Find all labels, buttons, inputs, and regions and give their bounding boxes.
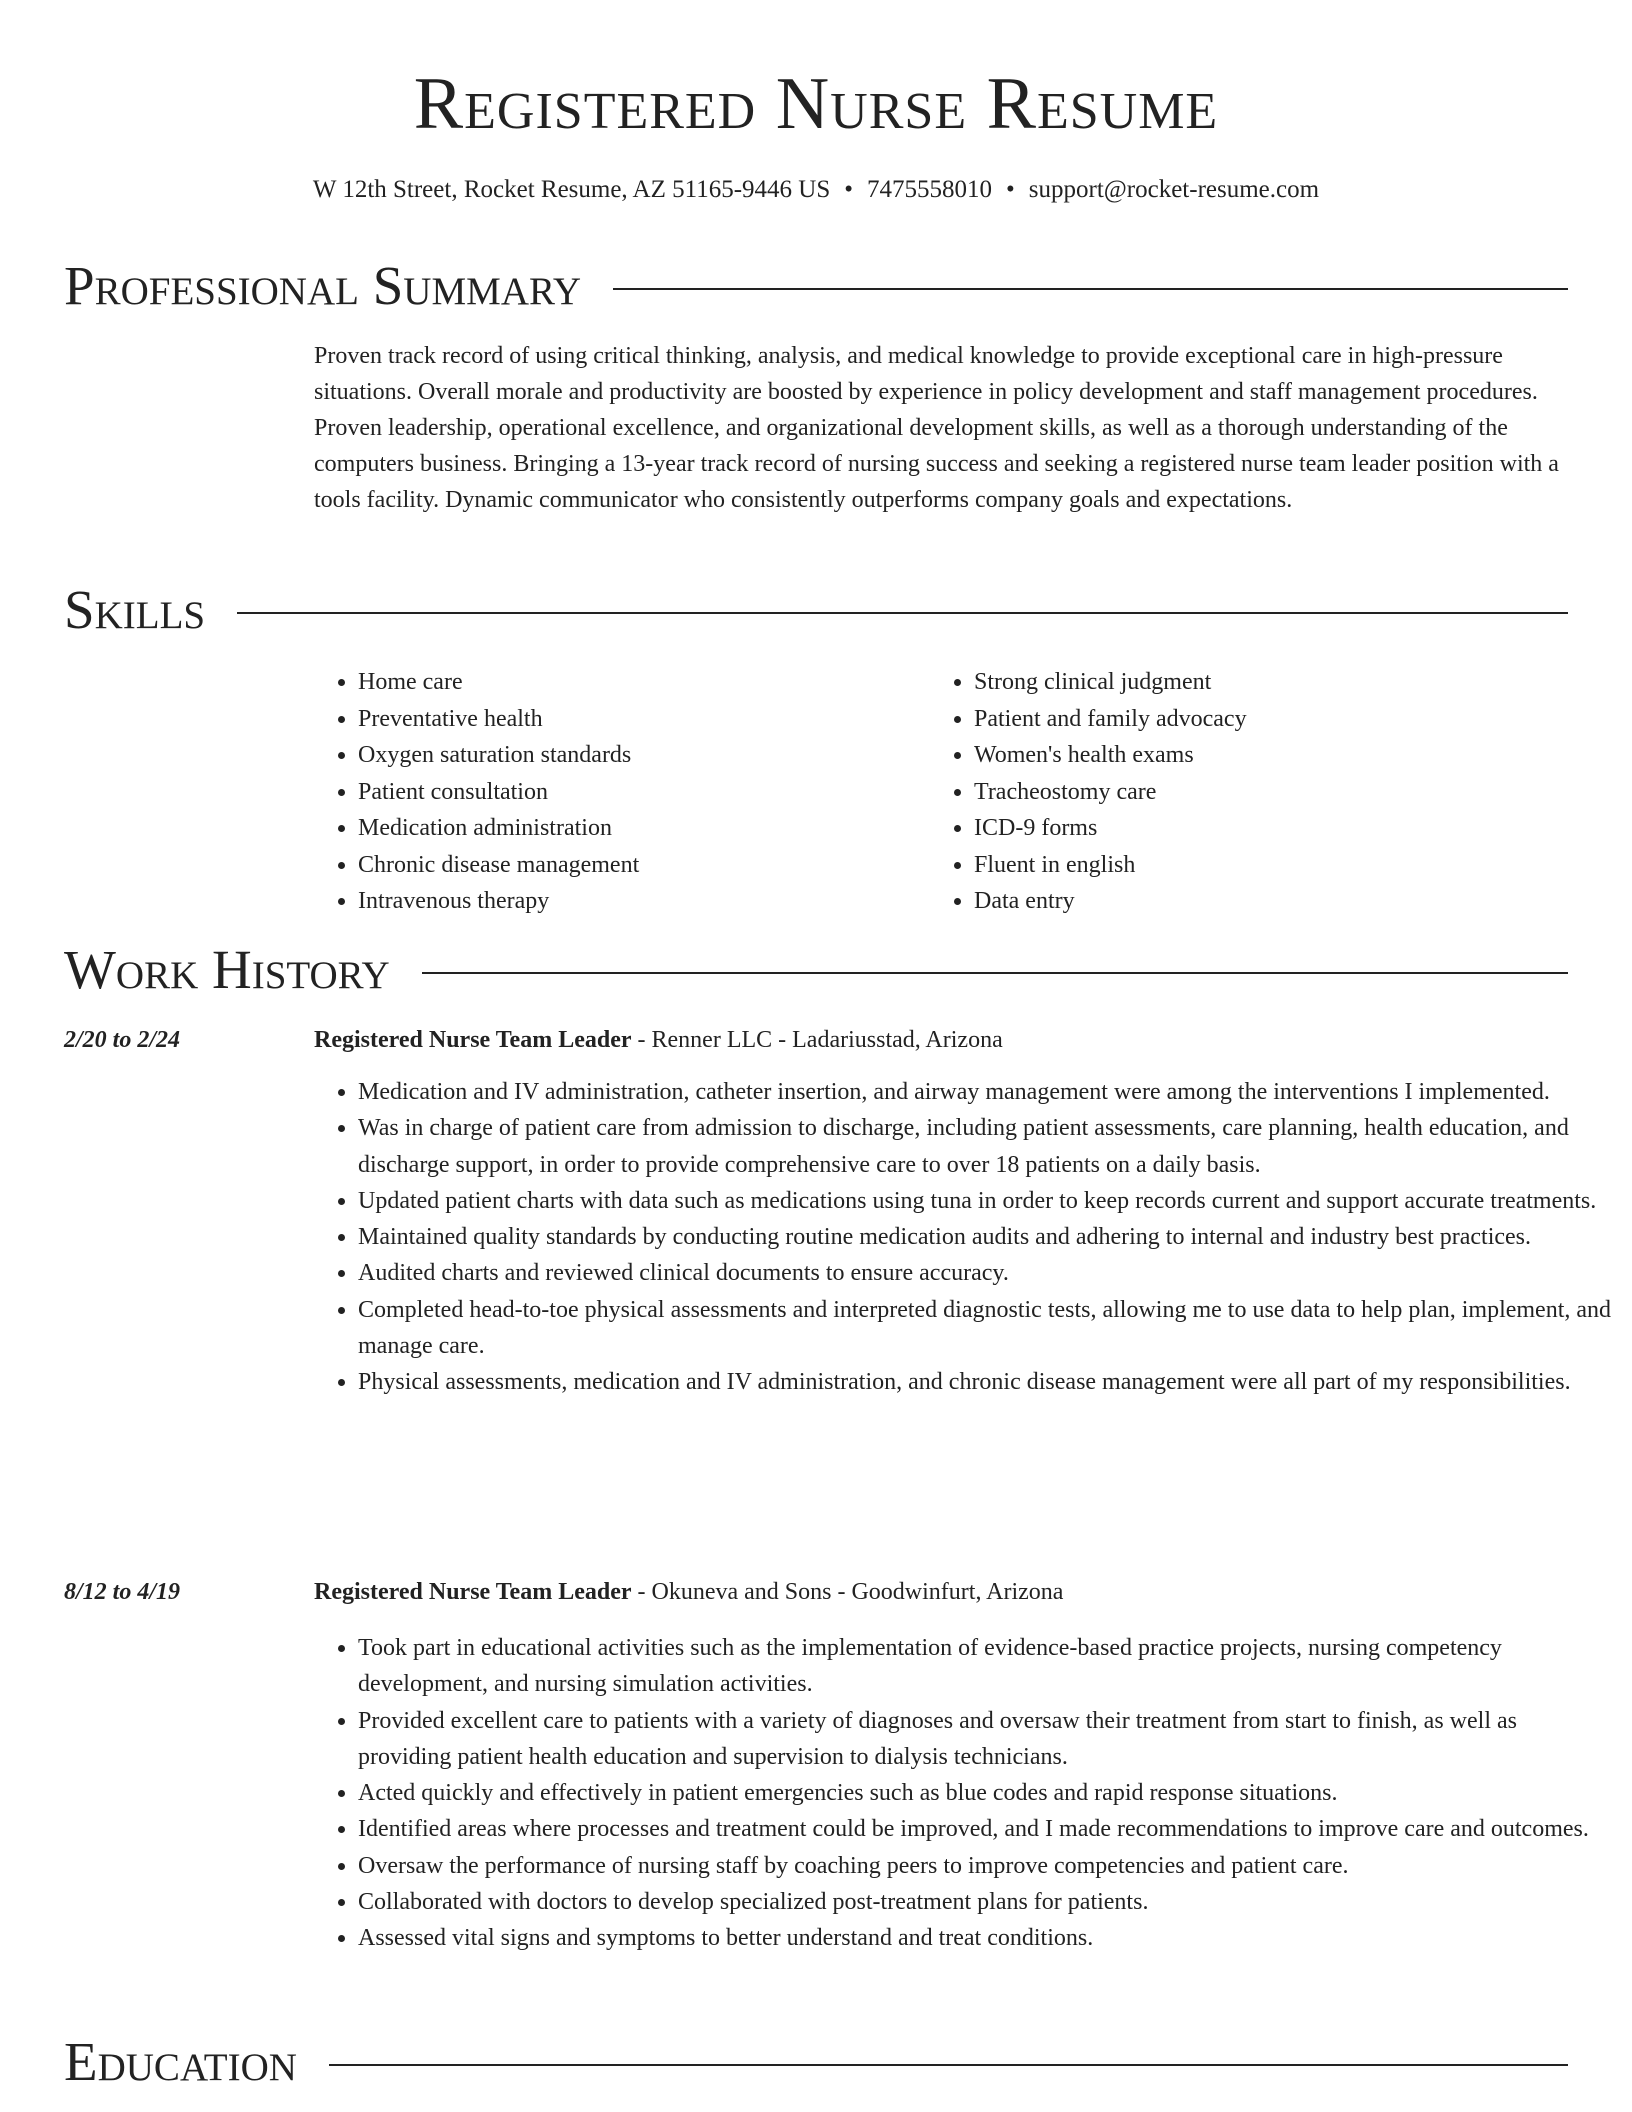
section-title-work-history: Work History	[64, 939, 390, 1000]
skill-item: • Chronic disease management	[358, 847, 930, 884]
section-header-skills	[64, 578, 1568, 642]
job-heading	[314, 1022, 1568, 1058]
summary-text: Proven track record of using critical thinking, analysis, and medical knowledge to provide exceptional care in high-pressure situations. Overall morale and productivity are boosted by experience in policy development and staff management procedures. Proven leadership, operational excellence, and organizational development skills, as well as a thorough understanding of the computers business. Bringing a 13-year track record of nursing success and seeking a registered nurse team leader position with a tools facility. Dynamic communicator who consistently outperforms company goals and expectations.	[314, 343, 1559, 513]
skill-item: • Preventative health	[358, 701, 930, 738]
contact-email: support@rocket-resume.com	[1028, 176, 1320, 203]
section-divider	[613, 288, 1568, 290]
job-employer: - Renner LLC - Ladariusstad, Arizona	[631, 1027, 1003, 1053]
job-dates: 2/20 to 2/24	[64, 1027, 181, 1053]
responsibility-item: • Maintained quality standards by conducting routine medication audits and adhering to internal and industry best practices.	[358, 1219, 1612, 1255]
contact-address: W 12th Street, Rocket Resume, AZ 51165-9446 US	[312, 176, 831, 203]
skill-item: • Oxygen saturation standards	[358, 737, 930, 774]
skill-item: • Patient consultation	[358, 774, 930, 811]
section-title-summary: Professional Summary	[64, 255, 582, 316]
contact-phone: 7475558010	[867, 176, 992, 203]
section-header-work-history	[64, 938, 1568, 1002]
section-divider	[329, 2064, 1568, 2066]
job-title: Registered Nurse Team Leader	[314, 1027, 632, 1053]
job-responsibilities	[314, 1630, 1612, 1957]
responsibility-item: • Assessed vital signs and symptoms to better understand and treat conditions.	[358, 1920, 1612, 1956]
skill-item: • Data entry	[974, 883, 1247, 920]
responsibility-item: • Collaborated with doctors to develop specialized post-treatment plans for patients.	[358, 1884, 1612, 1920]
responsibility-item: • Took part in educational activities such as the implementation of evidence-based practice projects, nursing competency development, and nursing simulation activities.	[358, 1630, 1612, 1703]
skill-item: • Tracheostomy care	[974, 774, 1247, 811]
section-title-education: Education	[64, 2031, 297, 2092]
contact-separator: •	[844, 176, 853, 203]
skills-list	[314, 664, 1568, 920]
responsibility-item: • Oversaw the performance of nursing staff by coaching peers to improve competencies and patient care.	[358, 1848, 1612, 1884]
job-title: Registered Nurse Team Leader	[314, 1579, 632, 1605]
job-heading	[314, 1574, 1568, 1610]
skills-column-left	[314, 664, 930, 920]
skill-item: • Patient and family advocacy	[974, 701, 1247, 738]
section-header-summary	[64, 254, 1568, 318]
skill-item: • Home care	[358, 664, 930, 701]
job-employer: - Okuneva and Sons - Goodwinfurt, Arizona	[631, 1579, 1064, 1605]
job-responsibilities	[314, 1074, 1612, 1401]
responsibility-item: • Medication and IV administration, catheter insertion, and airway management were among the interventions I implemented.	[358, 1074, 1612, 1110]
responsibility-item: • Was in charge of patient care from admission to discharge, including patient assessments, care planning, health education, and discharge support, in order to provide comprehensive care to over 18 patients on a daily basis.	[358, 1110, 1612, 1183]
skill-item: • Fluent in english	[974, 847, 1247, 884]
skill-item: • Medication administration	[358, 810, 930, 847]
skill-item: • Intravenous therapy	[358, 883, 930, 920]
responsibility-item: • Acted quickly and effectively in patient emergencies such as blue codes and rapid response situations.	[358, 1775, 1612, 1811]
responsibility-item: • Audited charts and reviewed clinical documents to ensure accuracy.	[358, 1255, 1612, 1291]
section-divider	[237, 612, 1568, 614]
responsibility-item: • Updated patient charts with data such as medications using tuna in order to keep records current and support accurate treatments.	[358, 1183, 1612, 1219]
section-title-skills: Skills	[64, 579, 206, 640]
section-header-education	[64, 2030, 1568, 2094]
responsibility-item: • Provided excellent care to patients with a variety of diagnoses and oversaw their treatment from start to finish, as well as providing patient health education and supervision to dialysis technicians.	[358, 1703, 1612, 1776]
responsibility-item: • Identified areas where processes and treatment could be improved, and I made recommendations to improve care and outcomes.	[358, 1811, 1612, 1847]
skill-item: • Strong clinical judgment	[974, 664, 1247, 701]
responsibility-item: • Completed head-to-toe physical assessments and interpreted diagnostic tests, allowing me to use data to help plan, implement, and manage care.	[358, 1292, 1612, 1365]
section-divider	[422, 972, 1568, 974]
contact-separator: •	[1006, 176, 1015, 203]
resume-title: Registered Nurse Resume	[413, 63, 1219, 145]
contact-line	[0, 174, 1632, 206]
skill-item: • ICD-9 forms	[974, 810, 1247, 847]
skills-column-right	[930, 664, 1247, 920]
skill-item: • Women's health exams	[974, 737, 1247, 774]
responsibility-item: • Physical assessments, medication and IV administration, and chronic disease management were all part of my responsibilities.	[358, 1364, 1612, 1400]
job-dates: 8/12 to 4/19	[64, 1579, 181, 1605]
